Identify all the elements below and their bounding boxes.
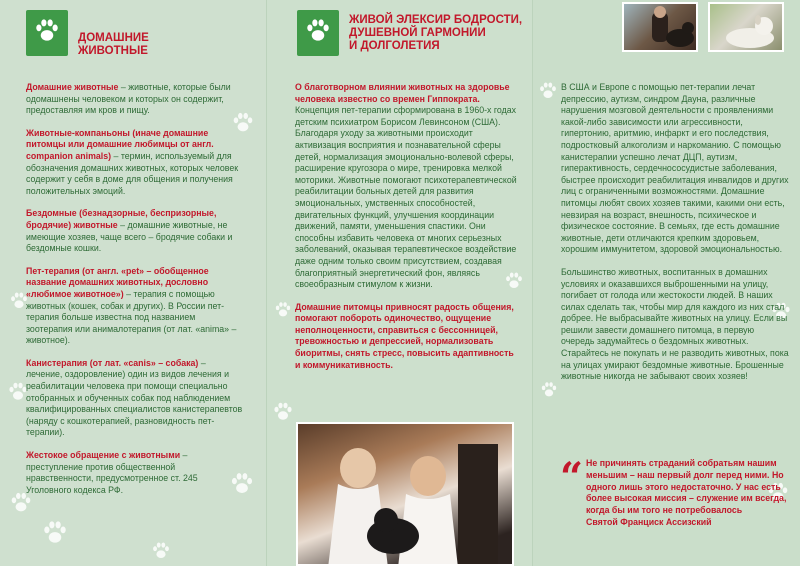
heading-line: ДОМАШНИЕ <box>78 32 149 44</box>
definition: – животные, которые были одомашнены человеком и которых он содержит, предоставляя им кров и пищу. <box>26 82 231 116</box>
heading-line: ЖИВОЙ ЭЛЕКСИР БОДРОСТИ, <box>349 14 523 26</box>
quote <box>586 458 791 529</box>
term: Пет-терапия (от англ. «pet» – обобщенное название домашних животных, дословно «любимое животное») <box>26 265 209 299</box>
white-dog-icon <box>710 4 784 52</box>
quote-text: Не причинять страданий собратьям нашим меньшим – наш первый долг перед ними. Но одного лишь этого недостаточно. У нас есть более высокая миссия – служение им всегда, когда бы им того не потребовалось <box>586 458 787 516</box>
term: Бездомные (безнадзорные, беспризорные, бродячие) животные <box>26 208 217 230</box>
section-heading <box>78 32 258 58</box>
definitions <box>26 82 244 507</box>
benefits-paragraph: Домашние питомцы привносят радость общения, помогают побороть одиночество, ощущение неполноценности, справиться с бессонницей, тревожностью и депрессией, нормализовать биоритмы, снять стресс, повысить адаптивность и коммуникативность. <box>295 301 514 370</box>
photo-children-with-dog <box>296 422 514 566</box>
section-heading <box>349 14 529 53</box>
definition-paragraph <box>26 358 244 439</box>
paw-print-icon <box>40 518 70 548</box>
paw-print-icon <box>271 400 295 424</box>
appeal-paragraph: Большинство животных, воспитанных в домашних условиях и оказавшихся выброшенными на улицу, погибает от голода или жестокости людей. В наших силах сделать так, чтобы мир для каждого из них стал добрее. Не выбрасывайте животных на улицу. Если вы решили завести домашнего питомца, в первую очередь задумайтесь о бездомных животных. Старайтесь не покупать и не разводить животных, пока на улицах умирают бездомные животные. Брошенные животные никогда не забывают своих хозяев! <box>561 266 789 382</box>
therapy-paragraph: В США и Европе с помощью пет-терапии лечат депрессию, аутизм, синдром Дауна, различные нарушения мозговой деятельности с проявлениями какой-либо зависимости или агрессивности, гипертонию, аритмию, инфаркт и его последствия, подростковый алкоголизм и наркоманию. С помощью канистерапии успешно лечат ДЦП, аутизм, гиперактивность, сердечнососудистые заболевания, быстрее происходит реабилитация инвалидов и других лиц с ограниченными возможностями. Домашние питомцы любят своих хозяев такими, какими они есть, невзирая на возраст, внешность, психическое и физическое состояние. В семьях, где есть домашние животные, дети отличаются крепким здоровьем, хорошим иммунитетом, здоровой эмоциональностью. <box>561 82 789 255</box>
term: Животные-компаньоны (иначе домашние питомцы или домашние любимцы от англ. companion animals) <box>26 127 214 161</box>
left-column <box>0 0 266 566</box>
children-with-dog-icon <box>298 424 514 566</box>
advice-text <box>561 82 789 394</box>
definition-paragraph <box>26 208 244 254</box>
benefits-paragraph <box>295 82 517 291</box>
quote-author: Святой Франциск Ассизский <box>586 516 712 527</box>
heading-line: И ДОЛГОЛЕТИЯ <box>349 40 440 52</box>
photo-man-with-dog <box>622 2 698 52</box>
definition-paragraph <box>26 82 244 117</box>
paw-print-icon <box>150 540 172 562</box>
term: Домашние животные <box>26 82 119 92</box>
heading-line: ДУШЕВНОЙ ГАРМОНИИ <box>349 27 486 39</box>
logo-paw <box>26 10 68 56</box>
definition: – терапия с помощью животных (кошек, собак и других). В России пет-терапия больше известна под названием зоотерапия или анималотерапия (от лат. «anima» – животное). <box>26 288 237 346</box>
definition-paragraph <box>26 450 244 496</box>
term: Жестокое обращение с животными <box>26 450 181 461</box>
definition: – лечение, оздоровление) один из видов лечения и реабилитации человека при помощи специально отобранных и обученных собак под наблюдением квалифицированных специалистов канистерапевтов (наряду с кошкотерапией, разновидность пет-терапии). <box>26 357 243 438</box>
definition-paragraph <box>26 266 244 347</box>
paw-icon <box>303 16 333 51</box>
heading-line: ЖИВОТНЫЕ <box>78 45 148 57</box>
paw-print-icon <box>537 80 559 102</box>
definition-paragraph <box>26 128 244 198</box>
photo-white-dog <box>708 2 784 52</box>
man-with-dog-icon <box>624 4 698 52</box>
paw-print-icon <box>539 380 559 400</box>
benefits-text <box>295 82 517 382</box>
paw-print-icon <box>273 300 293 320</box>
logo-paw <box>297 10 339 56</box>
definition: – домашние животные, не имеющие хозяев, чаще всего – бродячие собаки и бездомные кошки. <box>26 219 233 254</box>
quote-mark-icon: “ <box>560 454 584 501</box>
lead-text: О благотворном влиянии животных на здоровье человека известно со времен Гиппократа. <box>295 82 510 104</box>
definition: – термин, используемый для обозначения домашних животных, которых человек содержит у себя в доме для общения и получения положительных эмоций. <box>26 150 239 196</box>
paw-icon <box>32 16 62 51</box>
term: Канистерапия (от лат. «canis» – собака) <box>26 357 199 368</box>
definition: – преступление против общественной нравственности, предусмотренное ст. 245 Уголовного кодекса РФ. <box>26 450 198 495</box>
body-text: Концепция пет-терапии сформирована в 1960-х годах детским психиатром Борисом Левинсоном (США). Благодаря уходу за животными происходит активизация восприятия и познавательной сферы детей, нормализация эмоционально-волевой сферы, расширение кругозора о мире, тренировка мелкой моторики. Животные помогают психотерапевтической реабилитации больных детей для развития эмоциональных, умственных способностей, двигательных функций, улучшения координации движений, памяти, уменьшения спастики. Они способны избавить человека от многих серьезных заболеваний, оказывая терапевтическое воздействие даже одним только своим присутствием, создавая благоприятный энергетический фон, являясь своеобразным стимулом к жизни. <box>295 105 517 290</box>
